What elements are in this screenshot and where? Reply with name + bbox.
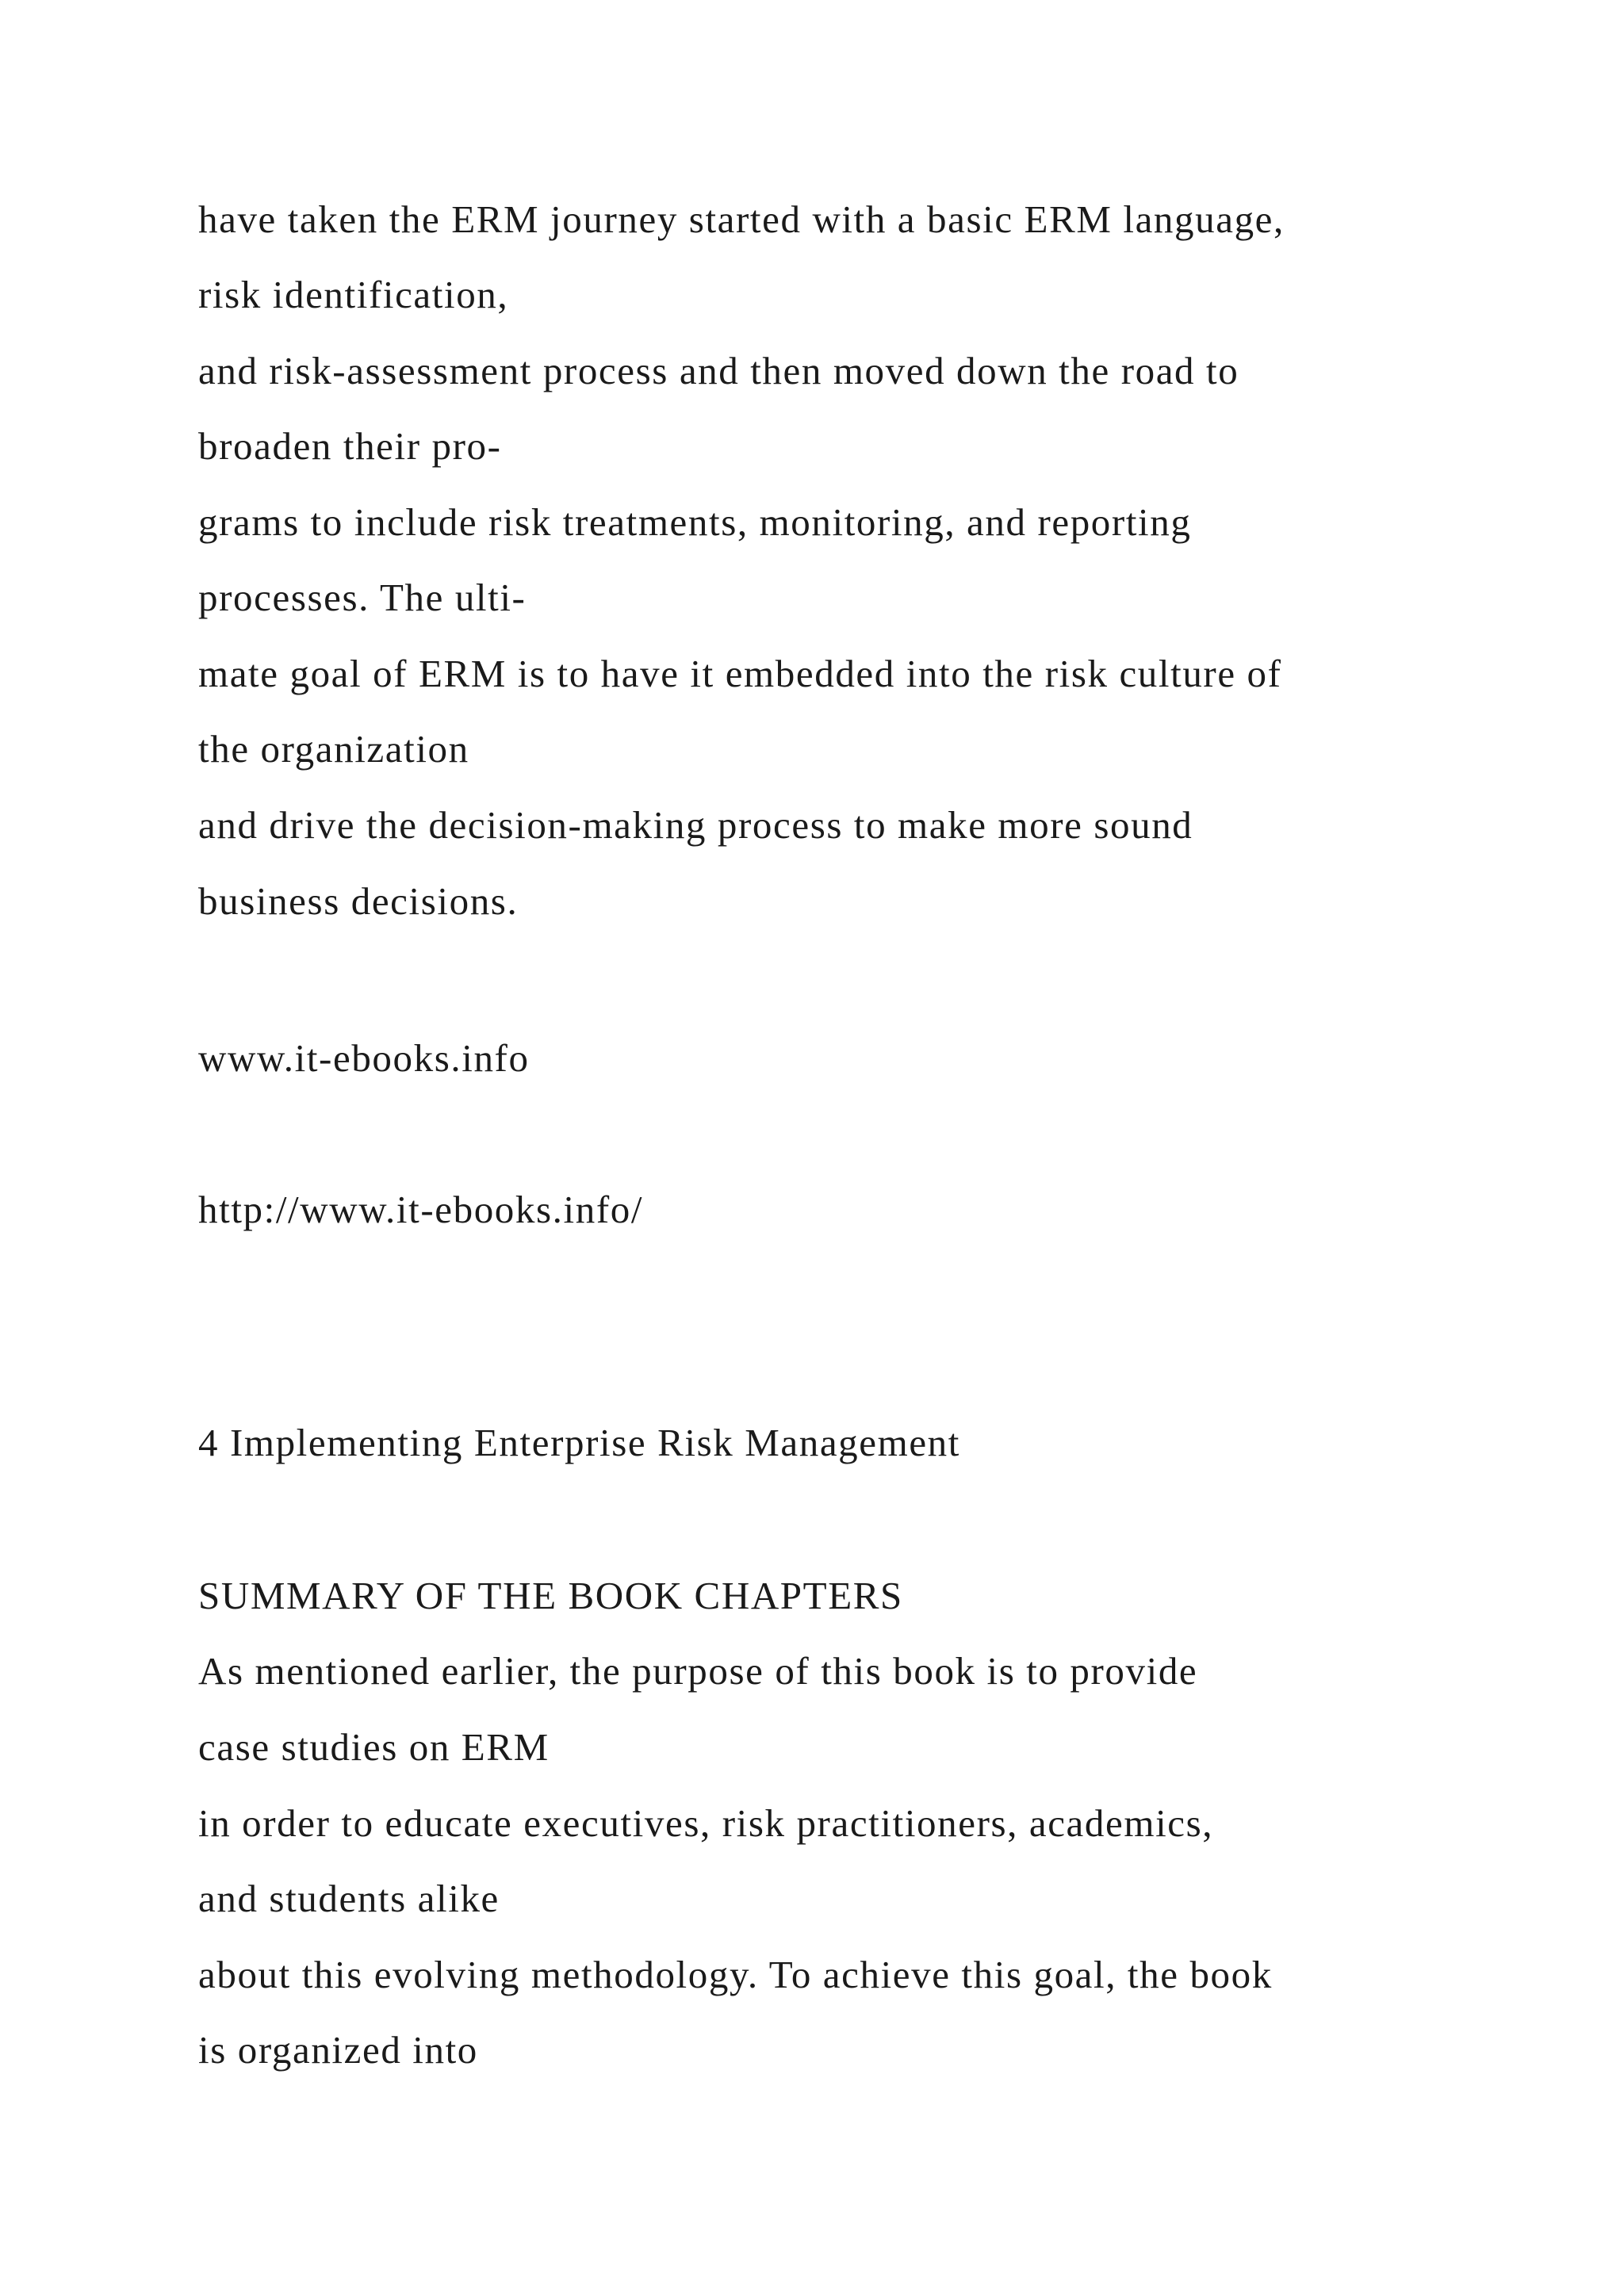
- running-header: 4 Implementing Enterprise Risk Management: [198, 1421, 960, 1464]
- text-line: the organization: [198, 727, 469, 771]
- section-heading: SUMMARY OF THE BOOK CHAPTERS: [198, 1574, 903, 1617]
- text-line: broaden their pro-: [198, 424, 502, 468]
- text-line: mate goal of ERM is to have it embedded into the risk culture of: [198, 652, 1282, 695]
- text-line: and drive the decision-making process to make more sound: [198, 803, 1193, 847]
- text-line: grams to include risk treatments, monitoring, and reporting: [198, 500, 1192, 544]
- site-link[interactable]: http://www.it-ebooks.info/: [198, 1188, 644, 1231]
- text-line: case studies on ERM: [198, 1725, 550, 1769]
- text-line: have taken the ERM journey started with a basic ERM language,: [198, 197, 1285, 241]
- text-line: about this evolving methodology. To achieve this goal, the book: [198, 1953, 1273, 1996]
- site-text: www.it-ebooks.info: [198, 1036, 530, 1080]
- text-line: and risk-assessment process and then moved down the road to: [198, 349, 1239, 392]
- text-line: processes. The ulti-: [198, 576, 527, 619]
- text-line: As mentioned earlier, the purpose of this book is to provide: [198, 1649, 1198, 1693]
- text-line: is organized into: [198, 2028, 478, 2072]
- text-line: in order to educate executives, risk practitioners, academics,: [198, 1801, 1214, 1845]
- text-line: business decisions.: [198, 879, 519, 923]
- text-line: risk identification,: [198, 273, 509, 316]
- text-line: and students alike: [198, 1877, 500, 1920]
